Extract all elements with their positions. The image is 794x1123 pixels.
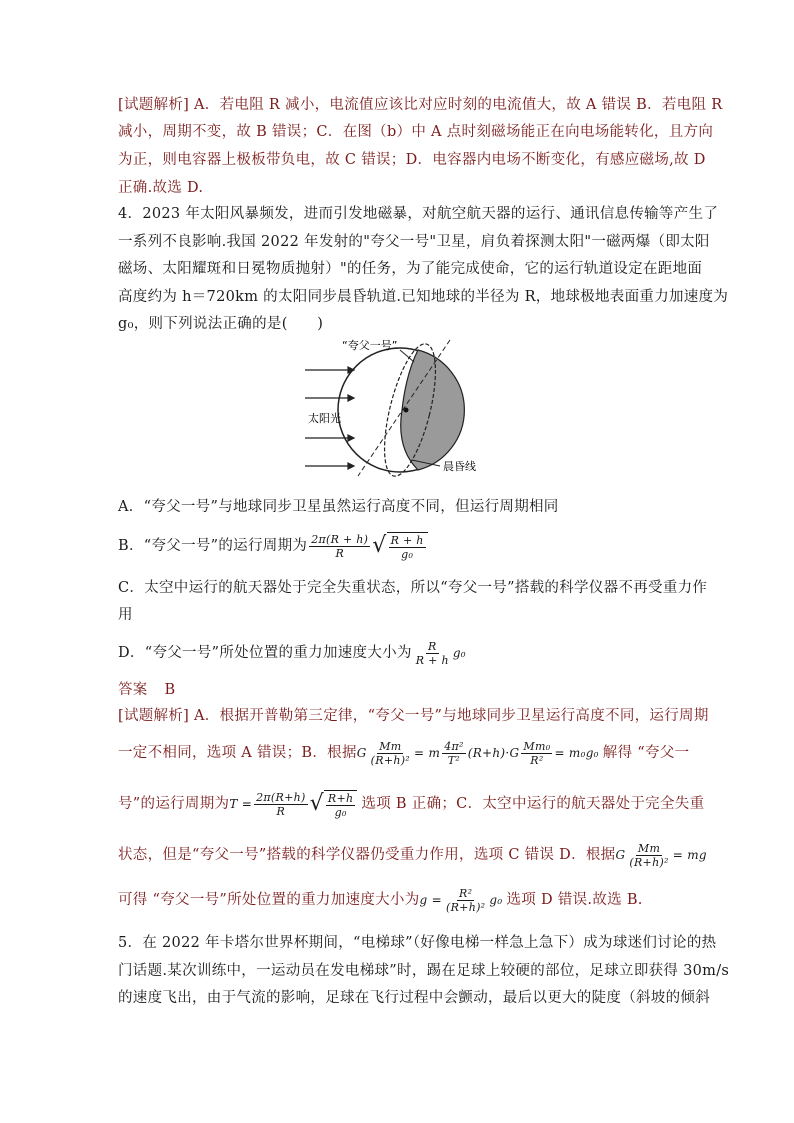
analysis-line-4a: 状态，但是“夸父一号”搭载的科学仪器仍受重力作用，选项 C 错误 D．根据	[118, 847, 616, 863]
option-b-text: B．“夸父一号”的运行周期为	[118, 538, 308, 554]
analysis-line-5b: 选项 D 错误.故选 B.	[506, 892, 643, 908]
center-dot	[404, 408, 409, 413]
prev-analysis-line-4: 正确.故选 D.	[118, 180, 204, 196]
q4-line-3: 磁场、太阳耀斑和日冕物质抛射）"的任务，为了能完成使命，它的运行轨道设定在距地面	[118, 261, 703, 277]
option-d-text: D．“夸父一号”所处位置的重力加速度大小为	[118, 645, 412, 661]
answer-line	[118, 680, 678, 700]
option-a: A．“夸父一号”与地球同步卫星虽然运行高度不同，但运行周期相同	[118, 499, 559, 515]
option-d: D．“夸父一号”所处位置的重力加速度大小为 $\frac{R}{R + h}$ g₀	[118, 639, 466, 667]
satellite-label: “夸父一号”	[342, 339, 398, 352]
option-d-fraction: $\frac{R}{R + h}$	[415, 639, 449, 667]
analysis-line-3b: 选项 B 正确；C．太空中运行的航天器处于完全失重	[361, 796, 705, 812]
q4-line-2: 一系列不良影响.我国 2022 年发射的"夸父一号"卫星，肩负着探测太阳"一磁两爆（即太阳	[118, 234, 710, 250]
q5-line-3: 的速度飞出，由于气流的影响，足球在飞行过程中会颤动，最后以更大的陡度（斜坡的倾斜	[118, 990, 710, 1006]
analysis-line-5a: 可得 “夸父一号”所处位置的重力加速度大小为	[118, 892, 420, 908]
analysis-line-1: [试题解析] A．根据开普勒第三定律，“夸父一号”与地球同步卫星运行高度不同，运行周期	[118, 708, 709, 724]
q4-line-4: 高度约为 h＝720km 的太阳同步晨昏轨道.已知地球的半径为 R，地球极地表面重力加速度为	[118, 289, 729, 305]
gravitation-equation: G $\frac{Mm}{\text{(R+h)²}}$ = m $\frac{\text{4π²}}{\text{T²}}$ (R+h)·G $\frac{\text{Mm₀}}{\text{R²}}$ = m₀g₀	[356, 739, 599, 767]
q4-line-1: 4．2023 年太阳风暴频发，进而引发地磁暴，对航空航天器的运行、通讯信息传输等产生了	[118, 206, 719, 222]
sunlight-label: 太阳光	[308, 412, 341, 425]
option-b-sqrt: √ $\frac{R + h}{\text{g₀}}$	[372, 532, 427, 561]
analysis-line-5	[118, 882, 678, 918]
q5-line-2: 门话题.某次训练中，一运动员在发电梯球”时，踢在足球上较硬的部位，足球立即获得 30m/s	[118, 963, 730, 979]
night-side	[401, 350, 465, 470]
option-c-line-1: C．太空中运行的航天器处于完全失重状态，所以“夸父一号”搭载的科学仪器不再受重力作	[118, 580, 708, 596]
analysis-line-2a: 一定不相同，选项 A 错误；B．根据	[118, 745, 357, 761]
orbit-diagram	[300, 338, 500, 478]
q5-line-1: 5．在 2022 年卡塔尔世界杯期间，“电梯球”（好像电梯一样急上急下）成为球迷们讨论的热	[118, 935, 717, 951]
option-b	[118, 528, 678, 564]
analysis-line-3a: 号”的运行周期为	[118, 796, 230, 812]
option-c-line-2: 用	[118, 607, 133, 623]
analysis-line-2	[118, 735, 690, 771]
answer-label: 答案	[118, 682, 148, 698]
weight-equation: G $\frac{Mm}{\text{(R+h)²}}$ = mg	[615, 841, 707, 869]
terminator-label: 晨昏线	[443, 460, 476, 473]
period-equation: T = $\frac{2\pi(R+h)}{R}$ √ $\frac{R+h}{\text{g₀}}$	[229, 790, 357, 819]
prev-analysis-line-1: [试题解析] A．若电阻 R 减小，电流值应该比对应时刻的电流值大，故 A 错误 B．若电阻 R	[118, 97, 723, 113]
prev-analysis-line-2: 减小，周期不变，故 B 错误；C．在图（b）中 A 点时刻磁场能正在向电场能转化，且方向	[118, 124, 714, 140]
prev-analysis-line-3: 为正，则电容器上极板带负电，故 C 错误；D．电容器内电场不断变化，有感应磁场,故 D	[118, 152, 706, 168]
answer-value: B	[164, 682, 176, 698]
analysis-line-2b: 解得 “夸父一	[602, 745, 690, 761]
analysis-line-4	[118, 836, 707, 874]
gravity-result-equation: g = $\frac{\text{R²}}{\text{(R+h)²}}$ g₀	[419, 886, 503, 914]
q4-line-5: g₀，则下列说法正确的是( )	[118, 316, 324, 332]
option-b-fraction: $\frac{2\pi(R + h)}{R}$	[311, 532, 369, 560]
analysis-line-3	[118, 784, 705, 824]
